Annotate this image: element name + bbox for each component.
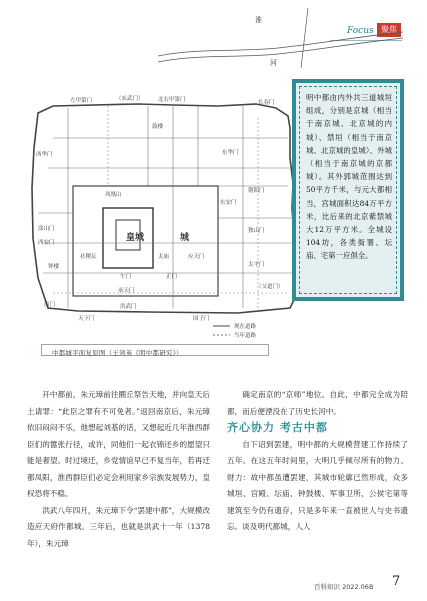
label-drum-tower: 鼓楼 [152, 124, 164, 130]
label-xuanwu-gate: （玄武门） [116, 96, 144, 102]
label-dongan-gate: 东安门 [220, 200, 237, 206]
map-caption: 中都城平面复原图（王剑英《明中都研究》） [52, 349, 183, 357]
label-fenghuang-hill: 凤凰山 [105, 192, 122, 198]
label-yuan-gate: （父道门） [256, 284, 284, 290]
label-chaoyang: 朝阳门 [248, 188, 265, 194]
label-dushan: 独山门 [248, 228, 265, 234]
magazine-issue: 百科知识 2022.06B [314, 583, 374, 591]
label-sheji: 社稷坛 [80, 254, 97, 260]
left-column [27, 387, 210, 552]
tributary [301, 8, 308, 68]
label-north-right-gate: 北右甲第门 [158, 97, 186, 103]
left-paragraph-2: 洪武八年四月，朱元璋下令“罢建中都”，大规模改造应天府作都城。三年后，也就是洪武十一年（1378年），朱元璋 [27, 505, 210, 548]
river-line-2 [158, 38, 403, 62]
left-paragraph-1: 开中都前，朱元璋前往圜丘祭告天地，并向皇天后土请罪：“此臣之罪有不可免者。”返回南京后，朱元璋依旧闷闷不乐，他想起刘基的话，又想起近几年淮西群臣们的嚣张行径，或许，同他们一起衣锦还乡的愿望只能是奢望。时过境迁，乡党情谊早已不复当年，若再迁都凤阳，淮西群臣们必定会利用家乡宗族发展势力，皇权恐将不稳。 [27, 390, 210, 498]
label-tushan: 涂山门 [38, 226, 55, 232]
section-heading: 齐心协力 考古中都 [227, 421, 328, 434]
label-north-left-gate: 左甲第门 [70, 98, 93, 104]
label-main-gate: 正门 [166, 274, 178, 280]
right-column [227, 387, 408, 536]
label-he: 河 [270, 59, 277, 67]
legend-existing-road: 现在道路 [234, 324, 257, 330]
label-chengtian: 承天门 [118, 288, 135, 294]
label-wumen: 午门 [120, 274, 132, 280]
label-huai: 淮 [255, 16, 262, 24]
map-legend [213, 322, 257, 339]
label-palace-city: 皇城 [126, 233, 145, 243]
legend-former-road: 当年道路 [234, 333, 257, 339]
right-paragraph-2: 自下诏到罢建，明中都的大规模营建工作持续了五年。在这五年时间里，大明几乎倾尽所有的物力、财力：故中都虽遭罢建，其城市轮廓已然形成，众多城垣、宫殿、坛庙、钟鼓楼、军事卫所、公侯宅第等建筑至今仍有遗存，只是多年来一直被世人与史书遗忘。谈及明代都城，人人 [227, 439, 408, 531]
label-xian-gate: 西安门 [38, 240, 55, 246]
info-box-text: 明中都由内外共三道城垣组成，分别是京城（相当于南京城、北京城的内城）、禁垣（相当于南京城、北京城的皇城）、外城（相当于南京城的京都城）。其外郭城范围达到50平方千米，与元大都相当，宫城面积达84万平方米，比后来的北京紫禁城大12万平方米。全城设104坊，各类衙署、坛庙、宅第一应俱全。 [306, 93, 392, 261]
section-label-cn: 聚焦 [377, 23, 401, 37]
label-tianxia: 天下门 [78, 316, 95, 322]
label-taiping: 太平门 [248, 262, 265, 268]
label-hongwu: 洪武门 [120, 304, 137, 310]
section-label-en: Focus [347, 26, 374, 36]
page-number: 7 [392, 574, 401, 589]
info-box-inner [296, 83, 400, 297]
label-taimiao: 太庙 [158, 254, 170, 260]
info-box [292, 79, 404, 301]
right-paragraph-1: 确定南京的“京师”地位。自此，中都完全成为陪都，而后便湮没在了历史长河中。 [227, 390, 408, 416]
label-west-gate: 西华门 [36, 152, 53, 158]
label-changchun-gate: 长春门 [258, 100, 275, 106]
river-line [158, 32, 403, 56]
label-zhongshan: 钟楼 [48, 264, 60, 270]
label-east-gate: 东华门 [222, 150, 239, 156]
label-guozi: 国子门 [193, 316, 210, 322]
outer-wall [32, 104, 300, 313]
label-yinglong: 应天门 [188, 254, 205, 260]
label-city: 城 [180, 233, 190, 243]
inner-wall [73, 186, 218, 296]
label-south-gate: 南门 [44, 302, 56, 308]
